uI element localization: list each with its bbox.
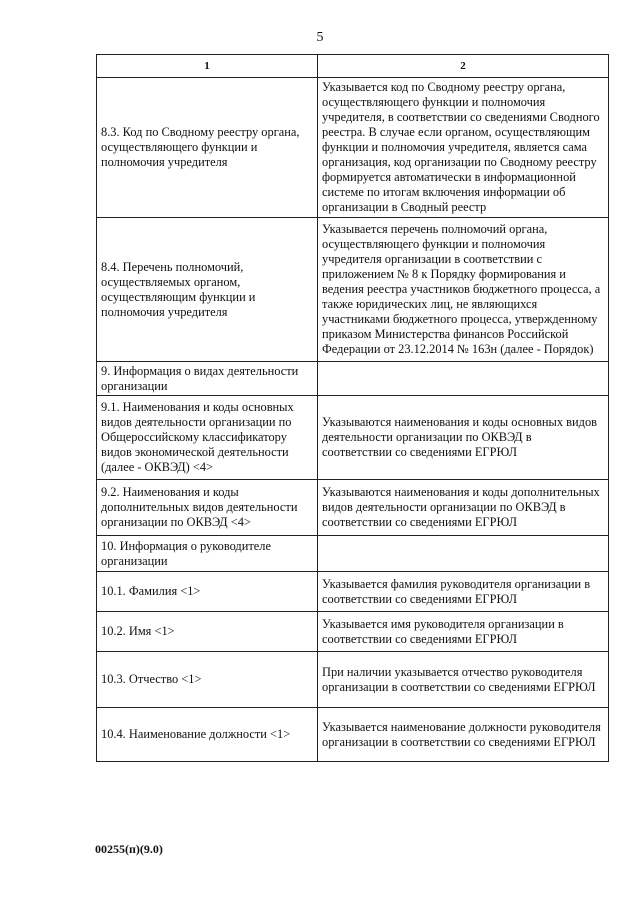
table-header-row <box>97 55 609 78</box>
table-row <box>97 652 609 708</box>
table-row <box>97 572 609 612</box>
field-description-cell: Указываются наименования и коды дополнительных видов деятельности организации по ОКВЭД в соответствии со сведениями ЕГРЮЛ <box>318 480 609 536</box>
field-name-cell: 9.1. Наименования и коды основных видов деятельности организации по Общероссийскому классификатору видов экономической деятельности (далее - ОКВЭД) <4> <box>97 396 318 480</box>
table-row <box>97 612 609 652</box>
field-description-cell: Указываются наименования и коды основных видов деятельности организации по ОКВЭД в соответствии со сведениями ЕГРЮЛ <box>318 396 609 480</box>
field-name-cell: 8.3. Код по Сводному реестру органа, осуществляющего функции и полномочия учредителя <box>97 78 318 218</box>
field-description-cell: Указывается имя руководителя организации в соответствии со сведениями ЕГРЮЛ <box>318 612 609 652</box>
field-name-cell: 10.4. Наименование должности <1> <box>97 708 318 762</box>
empty-cell <box>318 536 609 572</box>
page-number: 5 <box>316 30 324 45</box>
form-fields-table <box>96 54 609 762</box>
field-description-cell: Указывается перечень полномочий органа, осуществляющего функции и полномочия учредителя организации в соответствии с приложением № 8 к Порядку формирования и ведения реестра участников бюджетного процесса, а также юридических лиц, не являющихся участниками бюджетного процесса, утвержденному приказом Министерства финансов Российской Федерации от 23.12.2014 № 163н (далее - Порядок) <box>318 218 609 362</box>
section-heading-cell: 10. Информация о руководителе организации <box>97 536 318 572</box>
field-description-cell: Указывается наименование должности руководителя организации в соответствии со сведениями ЕГРЮЛ <box>318 708 609 762</box>
column-header-1: 1 <box>97 55 318 78</box>
table-row <box>97 708 609 762</box>
document-code: 00255(п)(9.0) <box>95 842 163 856</box>
section-heading-cell: 9. Информация о видах деятельности организации <box>97 362 318 396</box>
empty-cell <box>318 362 609 396</box>
field-name-cell: 10.1. Фамилия <1> <box>97 572 318 612</box>
field-name-cell: 10.3. Отчество <1> <box>97 652 318 708</box>
field-name-cell: 10.2. Имя <1> <box>97 612 318 652</box>
column-header-2: 2 <box>318 55 609 78</box>
table-row <box>97 78 609 218</box>
field-description-cell: Указывается фамилия руководителя организации в соответствии со сведениями ЕГРЮЛ <box>318 572 609 612</box>
table-row <box>97 396 609 480</box>
field-description-cell: При наличии указывается отчество руководителя организации в соответствии со сведениями ЕГРЮЛ <box>318 652 609 708</box>
field-description-cell: Указывается код по Сводному реестру органа, осуществляющего функции и полномочия учредителя, в соответствии со сведениями Сводного реестра. В случае если органом, осуществляющим функции и полномочия учредителя, является сама организация, код организации по Сводному реестру формируется автоматически в информационной системе по итогам включения информации об организации в Сводный реестр <box>318 78 609 218</box>
table-row <box>97 218 609 362</box>
table-row <box>97 362 609 396</box>
field-name-cell: 9.2. Наименования и коды дополнительных видов деятельности организации по ОКВЭД <4> <box>97 480 318 536</box>
table-row <box>97 480 609 536</box>
table-row <box>97 536 609 572</box>
field-name-cell: 8.4. Перечень полномочий, осуществляемых органом, осуществляющим функции и полномочия учредителя <box>97 218 318 362</box>
